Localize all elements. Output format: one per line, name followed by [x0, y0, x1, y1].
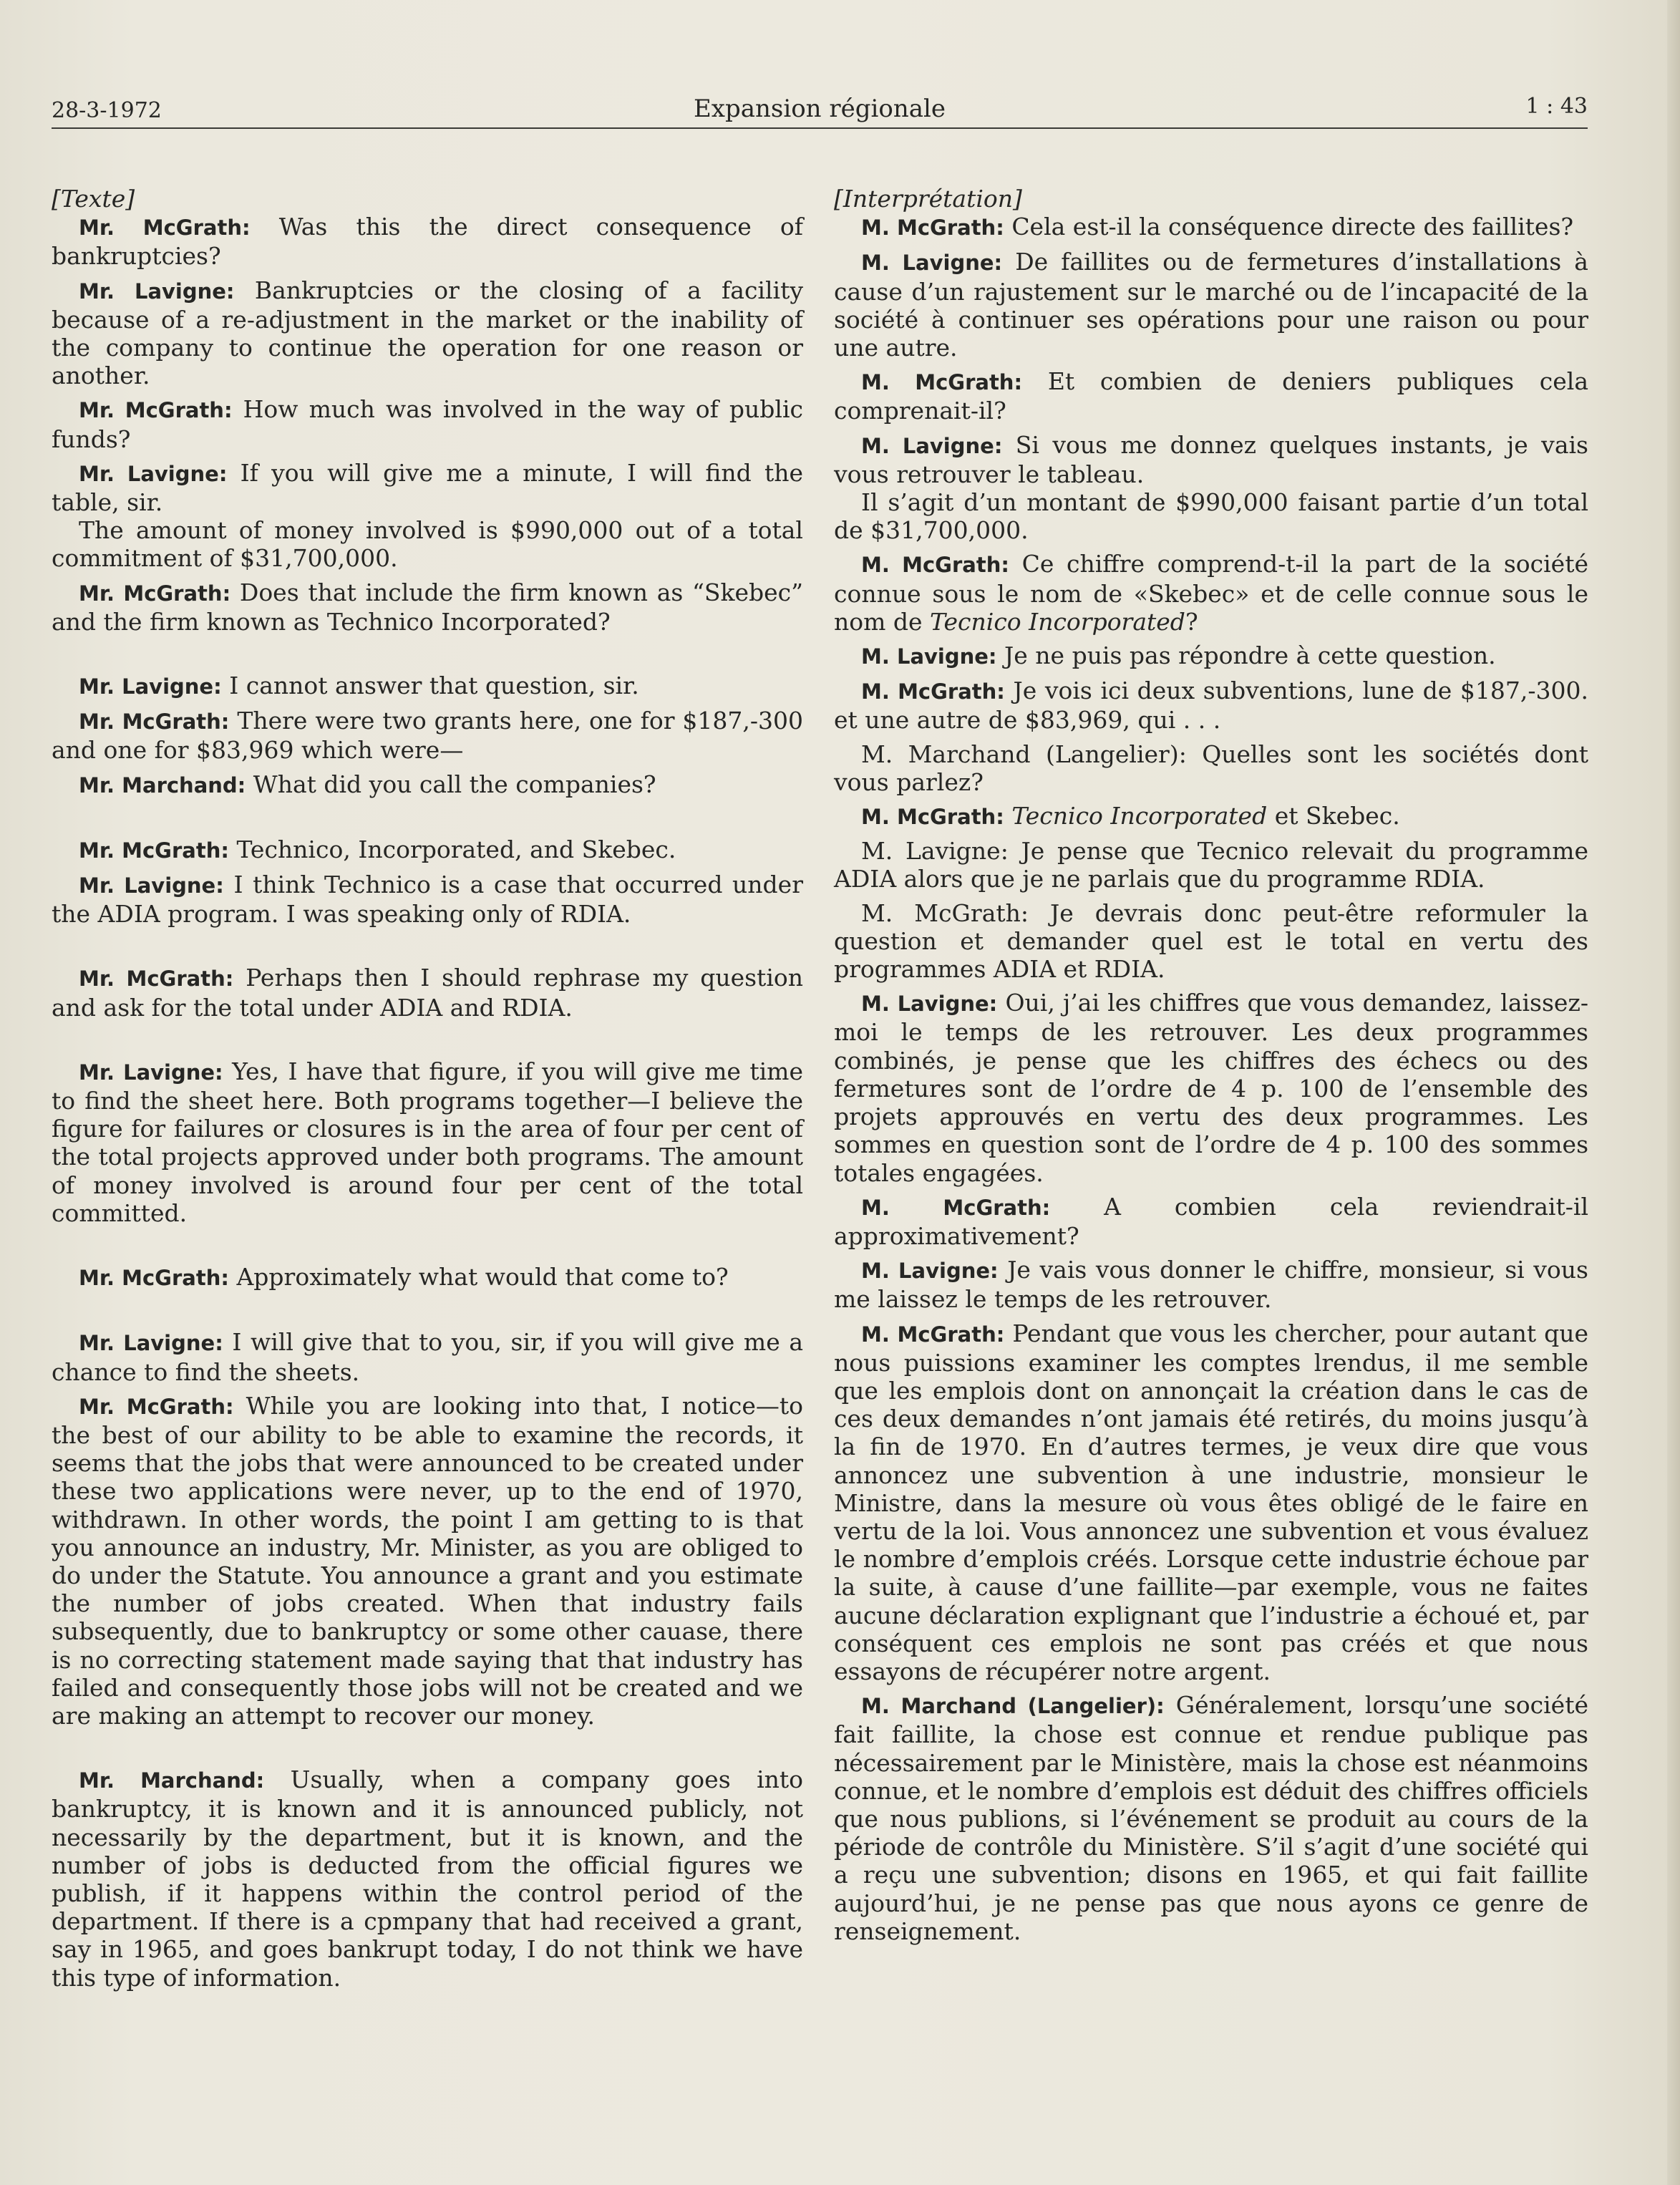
speech-paragraph [834, 1319, 1588, 1686]
speech-paragraph [52, 213, 803, 270]
page-edge [1667, 0, 1680, 2185]
speaker-name: M. McGrath: [861, 1322, 1005, 1347]
speech-text: Technico, Incorporated, and Skebec. [236, 835, 676, 863]
speech-text: Je pense que Tecnico relevait du programme ADIA alors que je ne parlais que du programme RDIA. [834, 837, 1588, 893]
speech-paragraph [834, 899, 1588, 984]
speech-text: Approximately what would that come to? [236, 1263, 729, 1292]
speaker-name: M. McGrath: [861, 679, 1005, 704]
speech-paragraph [834, 837, 1588, 893]
speech-paragraph [834, 248, 1588, 362]
speaker-name: Mr. Marchand: [79, 1768, 265, 1793]
speech-text: I will give that to you, sir, if you will give me a chance to find the sheets. [52, 1328, 803, 1386]
speech-text: Ce chiffre comprend-t-il la part de la société connue sous le nom de «Skebec» et de celle connue sous le nom de [834, 550, 1588, 636]
speaker-name: M. Lavigne: [861, 644, 997, 669]
speech-text: What did you call the companies? [253, 770, 656, 798]
speaker-name: M. Lavigne: [861, 992, 998, 1017]
speech-paragraph [52, 1263, 803, 1292]
speaker-name: Mr. McGrath: [79, 1394, 234, 1419]
speech-text: Généralement, lorsqu’une société fait faillite, la chose est connue et rendue publique pas nécessairement par le Ministère, mais la chose est néanmoins connue, et le nombre d’emplois est déduit des chiffres officiels que nous publions, si l’événement se produit au cours de la période de contrôle du Ministère. S’il s’agit d’une société qui a reçu une subvention; disons en 1965, et qui fait faillite aujourd’hui, je ne pense pas que nous ayons ce genre de renseignement. [834, 1691, 1588, 1945]
speech-text: Je ne puis pas répondre à cette question. [1004, 641, 1496, 670]
speech-text: Does that include the firm known as “Skebec” and the firm known as Technico Incorporated? [52, 578, 803, 636]
speech-text: Oui, j’ai les chiffres que vous demandez, laissez-moi le temps de les retrouver. Les deux programmes combinés, je pense que les chiffres des échecs ou des fermetures sont de l’ordre de 4 p. 100 de l’ensemble des projets approuvés en vertu des deux programmes. Les sommes en question sont de l’ordre de 4 p. 100 des sommes totales engagées. [834, 989, 1588, 1187]
speech-text: Usually, when a company goes into bankruptcy, it is known and it is announced publicly, not necessarily by the department, but it is known, and the number of jobs is deducted from the official figures we publish, if it happens within the control period of the department. If there is a cpmpany that had received a grant, say in 1965, and goes bankrupt today, I do not think we have this type of information. [52, 1765, 804, 1992]
column-english [52, 185, 803, 1992]
speech-text: Si vous me donnez quelques instants, je vais vous retrouver le tableau. [834, 430, 1588, 488]
speaker-name: Mr. McGrath: [79, 581, 231, 606]
speech-paragraph [834, 431, 1588, 488]
speech-paragraph [834, 740, 1588, 796]
speech-text: There were two grants here, one for $187,-300 and one for $83,969 which were— [52, 707, 804, 765]
header-rule [52, 127, 1588, 129]
speaker-name: Mr. Lavigne: [79, 1331, 223, 1356]
speaker-name: Mr. McGrath: [79, 398, 233, 423]
speaker-name: Mr. McGrath: [79, 1266, 229, 1291]
speech-paragraph [52, 1057, 803, 1227]
language-tag: [Interprétation] [834, 185, 1022, 213]
speech-paragraph [52, 395, 803, 452]
speech-paragraph [52, 1328, 803, 1385]
speech-text: Je vais vous donner le chiffre, monsieur, si vous me laissez le temps de les retrouver. [834, 1256, 1588, 1314]
transcript-french [834, 213, 1588, 1945]
speech-paragraph [52, 964, 803, 1021]
speech-text: De faillites ou de fermetures d’installations à cause d’un rajustement sur le marché ou de l’incapacité de la société à continuer ses opérations pour une raison ou pour une autre. [834, 248, 1588, 362]
speaker-name: M. Lavigne: [861, 1259, 999, 1284]
speech-text-tail: et Skebec. [1267, 802, 1400, 830]
speech-paragraph [834, 1691, 1588, 1945]
speech-text: While you are looking into that, I notice—to the best of our ability to be able to examine the records, it seems that the jobs that were announced to be created under these two applications were never, up to the end of 1970, withdrawn. In other words, the point I am getting to is that you announce an industry, Mr. Minister, as you are obliged to do under the Statute. You announce a grant and you estimate the number of jobs created. When that industry fails subsequently, due to bankruptcy or some other cauase, there is no correcting statement made saying that that industry has failed and consequently those jobs will not be created and we are making an attempt to recover our money. [52, 1391, 803, 1730]
speech-text: Cela est-il la conséquence directe des faillites? [1011, 213, 1574, 241]
speech-paragraph [834, 367, 1588, 425]
speech-paragraph [52, 835, 803, 865]
speaker-name: M. McGrath: [861, 553, 1009, 578]
speaker-name: M. McGrath: [861, 898, 1029, 927]
speaker-name: Mr. Lavigne: [79, 674, 222, 699]
speaker-name: M. Lavigne: [861, 251, 1003, 276]
speech-text: Was this the direct consequence of bankruptcies? [52, 213, 803, 271]
header-title: Expansion régionale [693, 95, 946, 123]
running-header [52, 86, 1588, 127]
speech-text: I think Technico is a case that occurred under the ADIA program. I was speaking only of RDIA. [52, 871, 803, 929]
speaker-name: M. McGrath: [861, 370, 1023, 395]
speech-text: Je vois ici deux subventions, lune de $187,-300. et une autre de $83,969, qui . . . [834, 677, 1588, 735]
speech-paragraph [52, 578, 803, 636]
header-date: 28-3-1972 [52, 98, 162, 123]
speech-text: How much was involved in the way of public funds? [52, 395, 803, 453]
column-french [834, 185, 1588, 1945]
speaker-name: Mr. Lavigne: [79, 461, 228, 486]
speech-text-italic: Tecnico Incorporated [930, 607, 1185, 636]
speech-paragraph [834, 989, 1588, 1186]
speech-paragraph [52, 1765, 803, 1992]
speaker-name: M. McGrath: [861, 215, 1004, 241]
speech-paragraph [834, 802, 1588, 831]
speaker-name: M. McGrath: [861, 1195, 1051, 1220]
speaker-name: Mr. McGrath: [79, 709, 230, 735]
speech-paragraph [52, 871, 803, 928]
speech-paragraph [52, 459, 803, 516]
speech-text: Yes, I have that figure, if you will give me time to find the sheet here. Both programs together—I believe the figure for failures or closures is in the area of four per cent of the total projects approved under both programs. The amount of money involved is around four per cent of the total committed. [52, 1057, 803, 1227]
speech-text: The amount of money involved is $990,000 out of a total commitment of $31,700,000. [52, 516, 803, 573]
speech-paragraph [52, 516, 803, 572]
speech-text: Je devrais donc peut-être reformuler la question et demander quel est le total en vertu des programmes ADIA et RDIA. [834, 898, 1588, 984]
speech-text: Perhaps then I should rephrase my question and ask for the total under ADIA and RDIA. [52, 964, 803, 1022]
language-tag: [Texte] [52, 185, 135, 213]
speech-text-italic: Tecnico Incorporated [1011, 802, 1268, 830]
header-page-number: 1 : 43 [1525, 94, 1588, 119]
speaker-name: M. Marchand (Langelier): [861, 740, 1187, 768]
speaker-name: Mr. Lavigne: [79, 873, 224, 898]
speech-paragraph [52, 770, 803, 800]
speech-paragraph [52, 707, 803, 764]
speech-text: If you will give me a minute, I will find the table, sir. [52, 458, 803, 517]
speech-text: Il s’agit d’un montant de $990,000 faisant partie d’un total de $31,700,000. [834, 488, 1588, 545]
speech-text: Bankruptcies or the closing of a facility because of a re-adjustment in the market or the inability of the company to continue the operation for one reason or another. [52, 276, 803, 390]
speech-text: Pendant que vous les chercher, pour autant que nous puissions examiner les comptes lrendus, il me semble que les emplois dont on annonçait la création dans le cas de ces deux demandes n’ont jamais été retirés, du moins jusqu’à la fin de 1970. En d’autres termes, je veux dire que vous annoncez une subvention à une industrie, monsieur le Ministre, dans la mesure où vous êtes obligé de le faire en vertu de la loi. Vous annoncez une subvention et vous évaluez le nombre d’emplois créés. Lorsque cette industrie échoue par la suite, à cause d’une faillite—par exemple, vous ne faites aucune déclaration explignant que l’industrie a échoué et, par conséquent ces emplois ne sont pas créés et que nous essayons de récupérer notre argent. [834, 1319, 1588, 1685]
speech-paragraph [834, 1193, 1588, 1250]
speaker-name: Mr. McGrath: [79, 966, 234, 992]
speech-paragraph [834, 677, 1588, 734]
speech-paragraph [52, 1392, 803, 1730]
speaker-name: Mr. McGrath: [79, 215, 251, 241]
speaker-name: M. McGrath: [861, 805, 1004, 830]
speaker-name: M. Lavigne: [861, 433, 1003, 458]
speech-paragraph [52, 672, 803, 701]
speech-paragraph [834, 213, 1588, 242]
speech-text: A combien cela reviendrait-il approximativement? [834, 1192, 1588, 1250]
speaker-name: Mr. Lavigne: [79, 278, 235, 304]
speech-paragraph [834, 488, 1588, 544]
speech-text-tail: ? [1185, 607, 1198, 636]
speaker-name: M. Marchand (Langelier): [861, 1694, 1165, 1719]
speech-paragraph [834, 641, 1588, 671]
speech-paragraph [834, 550, 1588, 636]
speaker-name: Mr. McGrath: [79, 838, 229, 863]
speech-text: Et combien de deniers publiques cela comprenait-il? [834, 367, 1589, 425]
transcript-english [52, 213, 803, 1992]
speech-text: Quelles sont les sociétés dont vous parlez? [834, 740, 1588, 796]
speaker-name: Mr. Lavigne: [79, 1060, 223, 1085]
speaker-name: Mr. Marchand: [79, 772, 246, 798]
speech-paragraph [834, 1256, 1588, 1313]
speech-paragraph [52, 276, 803, 390]
speech-text: I cannot answer that question, sir. [229, 672, 639, 700]
speaker-name: M. Lavigne: [861, 837, 1009, 866]
